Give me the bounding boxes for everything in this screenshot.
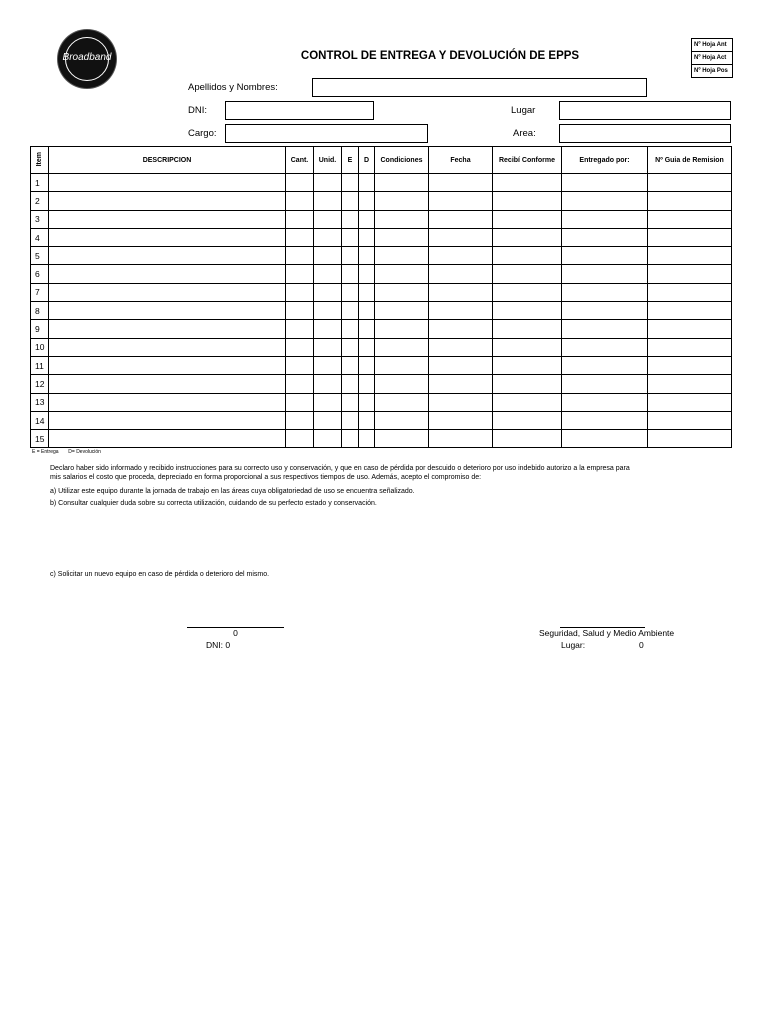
table-cell[interactable]: [49, 174, 286, 192]
table-cell[interactable]: [49, 375, 286, 393]
table-cell[interactable]: [562, 228, 648, 246]
table-cell[interactable]: [375, 393, 429, 411]
table-cell[interactable]: [314, 247, 342, 265]
sheet-prev: Nº Hoja Ant: [692, 39, 732, 52]
table-cell[interactable]: [286, 283, 314, 301]
table-cell[interactable]: [286, 174, 314, 192]
table-cell[interactable]: [286, 338, 314, 356]
table-cell[interactable]: [286, 247, 314, 265]
table-cell[interactable]: [342, 430, 359, 448]
col-recibi: Recibí Conforme: [493, 147, 562, 174]
row-number: 6: [31, 265, 49, 283]
area-label: Area:: [513, 128, 536, 139]
table-cell[interactable]: [314, 430, 342, 448]
table-cell[interactable]: [342, 283, 359, 301]
table-cell[interactable]: [429, 320, 493, 338]
table-cell[interactable]: [493, 393, 562, 411]
table-cell[interactable]: [429, 265, 493, 283]
row-number: 4: [31, 228, 49, 246]
lugar-sign-label: Lugar:: [561, 640, 586, 650]
row-number: 11: [31, 356, 49, 374]
table-cell[interactable]: [49, 393, 286, 411]
table-cell[interactable]: [429, 302, 493, 320]
table-cell[interactable]: [493, 283, 562, 301]
declaration-line-2: mis salarios el costo que proceda, depreciado en forma proporcional a sus respectivos tiempos de uso. Además, acepto el compromiso de:: [50, 474, 482, 481]
table-cell[interactable]: [375, 302, 429, 320]
table-cell[interactable]: [314, 283, 342, 301]
table-cell[interactable]: [648, 356, 732, 374]
table-cell[interactable]: [314, 210, 342, 228]
table-cell[interactable]: [648, 375, 732, 393]
table-cell[interactable]: [314, 356, 342, 374]
table-cell[interactable]: [429, 174, 493, 192]
table-cell[interactable]: [49, 411, 286, 429]
col-fecha: Fecha: [429, 147, 493, 174]
table-cell[interactable]: [314, 320, 342, 338]
row-number: 1: [31, 174, 49, 192]
table-cell[interactable]: [375, 375, 429, 393]
table-cell[interactable]: [562, 356, 648, 374]
table-cell[interactable]: [286, 430, 314, 448]
ssma-title: Seguridad, Salud y Medio Ambiente: [539, 628, 675, 638]
sheet-current: Nº Hoja Act: [692, 52, 732, 65]
table-cell[interactable]: [429, 430, 493, 448]
table-cell[interactable]: [359, 411, 375, 429]
table-cell[interactable]: [562, 375, 648, 393]
table-row: [31, 411, 732, 429]
table-cell[interactable]: [562, 302, 648, 320]
table-cell[interactable]: [286, 393, 314, 411]
epps-table: [30, 146, 732, 448]
table-cell[interactable]: [493, 430, 562, 448]
table-cell[interactable]: [359, 228, 375, 246]
table-cell[interactable]: [49, 338, 286, 356]
table-cell[interactable]: [493, 356, 562, 374]
table-cell[interactable]: [375, 228, 429, 246]
table-row: [31, 228, 732, 246]
declaration-line-1: Declaro haber sido informado y recibido instrucciones para su correcto uso y conservación, y que en caso de pérdida por descuido o deterioro por uso indebido autorizo a la empresa para: [50, 465, 630, 472]
table-cell[interactable]: [648, 174, 732, 192]
table-cell[interactable]: [429, 247, 493, 265]
table-cell[interactable]: [493, 338, 562, 356]
table-cell[interactable]: [562, 320, 648, 338]
col-cant: Cant.: [286, 147, 314, 174]
table-cell[interactable]: [562, 210, 648, 228]
table-cell[interactable]: [562, 247, 648, 265]
legend-entrega: E = Entrega: [32, 449, 59, 455]
table-cell[interactable]: [359, 192, 375, 210]
col-entregado: Entregado por:: [562, 147, 648, 174]
table-cell[interactable]: [314, 265, 342, 283]
table-cell[interactable]: [342, 338, 359, 356]
col-guia: Nº Guia de Remision: [648, 147, 732, 174]
legend-devolucion: D= Devolución: [68, 449, 101, 455]
table-cell[interactable]: [648, 228, 732, 246]
table-cell[interactable]: [375, 338, 429, 356]
table-cell[interactable]: [429, 375, 493, 393]
table-cell[interactable]: [359, 338, 375, 356]
table-cell[interactable]: [314, 393, 342, 411]
table-cell[interactable]: [49, 283, 286, 301]
table-row: [31, 393, 732, 411]
sheet-next: Nº Hoja Pos: [694, 68, 728, 74]
table-cell[interactable]: [49, 210, 286, 228]
table-cell[interactable]: [375, 174, 429, 192]
table-cell[interactable]: [49, 228, 286, 246]
table-cell[interactable]: [429, 338, 493, 356]
table-cell[interactable]: [562, 338, 648, 356]
table-cell[interactable]: [493, 210, 562, 228]
row-number: 10: [31, 338, 49, 356]
table-cell[interactable]: [493, 375, 562, 393]
table-row: [31, 302, 732, 320]
table-cell[interactable]: [429, 393, 493, 411]
area-field[interactable]: [559, 124, 731, 143]
table-cell[interactable]: [648, 411, 732, 429]
table-row: [31, 356, 732, 374]
table-cell[interactable]: [493, 302, 562, 320]
table-cell[interactable]: [429, 210, 493, 228]
table-row: [31, 430, 732, 448]
table-cell[interactable]: [648, 210, 732, 228]
table-cell[interactable]: [286, 375, 314, 393]
table-cell[interactable]: [375, 247, 429, 265]
lugar-label: Lugar: [511, 105, 536, 116]
table-cell[interactable]: [314, 302, 342, 320]
row-number: 13: [31, 393, 49, 411]
table-cell[interactable]: [648, 265, 732, 283]
table-cell[interactable]: [286, 302, 314, 320]
cargo-field[interactable]: [225, 124, 428, 143]
table-cell[interactable]: [375, 283, 429, 301]
declaration-item-a: a) Utilizar este equipo durante la jornada de trabajo en las áreas cuya obligatoriedad de uso se encuentra señalizado.: [50, 488, 415, 495]
table-cell[interactable]: [286, 265, 314, 283]
table-cell[interactable]: [648, 192, 732, 210]
table-cell[interactable]: [359, 265, 375, 283]
row-number: 8: [31, 302, 49, 320]
table-cell[interactable]: [49, 430, 286, 448]
table-cell[interactable]: [648, 393, 732, 411]
table-cell[interactable]: [429, 192, 493, 210]
row-number: 3: [31, 210, 49, 228]
table-cell[interactable]: [359, 302, 375, 320]
table-cell[interactable]: [342, 210, 359, 228]
table-cell[interactable]: [493, 192, 562, 210]
table-cell[interactable]: [342, 302, 359, 320]
table-cell[interactable]: [359, 210, 375, 228]
table-cell[interactable]: [314, 174, 342, 192]
table-cell[interactable]: [493, 411, 562, 429]
table-cell[interactable]: [342, 356, 359, 374]
table-cell[interactable]: [493, 265, 562, 283]
table-cell[interactable]: [342, 247, 359, 265]
table-cell[interactable]: [429, 411, 493, 429]
row-number: 14: [31, 411, 49, 429]
table-cell[interactable]: [342, 174, 359, 192]
declaration-item-b: b) Consultar cualquier duda sobre su correcta utilización, cuidando de su perfecto estado y conservación.: [50, 500, 377, 507]
table-cell[interactable]: [342, 320, 359, 338]
apellidos-label: Apellidos y Nombres:: [188, 82, 278, 93]
table-cell[interactable]: [562, 283, 648, 301]
table-cell[interactable]: [342, 411, 359, 429]
table-cell[interactable]: [49, 302, 286, 320]
table-cell[interactable]: [314, 338, 342, 356]
cargo-label: Cargo:: [188, 128, 217, 139]
table-cell[interactable]: [493, 247, 562, 265]
table-cell[interactable]: [375, 356, 429, 374]
table-cell[interactable]: [562, 393, 648, 411]
table-cell[interactable]: [648, 283, 732, 301]
table-cell[interactable]: [493, 174, 562, 192]
table-cell[interactable]: [359, 375, 375, 393]
table-cell[interactable]: [648, 320, 732, 338]
table-cell[interactable]: [493, 320, 562, 338]
table-cell[interactable]: [429, 228, 493, 246]
table-cell[interactable]: [359, 247, 375, 265]
row-number: 12: [31, 375, 49, 393]
table-cell[interactable]: [286, 228, 314, 246]
row-number: 2: [31, 192, 49, 210]
table-cell[interactable]: [375, 320, 429, 338]
signature-dni: DNI: 0: [206, 640, 231, 650]
table-row: [31, 210, 732, 228]
table-row: [31, 174, 732, 192]
table-cell[interactable]: [359, 320, 375, 338]
table-cell[interactable]: [375, 430, 429, 448]
table-cell[interactable]: [562, 192, 648, 210]
table-cell[interactable]: [342, 265, 359, 283]
table-cell[interactable]: [562, 411, 648, 429]
table-cell[interactable]: [342, 192, 359, 210]
table-cell[interactable]: [286, 320, 314, 338]
table-cell[interactable]: [314, 411, 342, 429]
col-unid: Unid.: [314, 147, 342, 174]
table-cell[interactable]: [342, 375, 359, 393]
sheet-number-box: [691, 38, 733, 78]
table-cell[interactable]: [49, 320, 286, 338]
table-cell[interactable]: [359, 356, 375, 374]
table-cell[interactable]: [562, 265, 648, 283]
table-cell[interactable]: [314, 228, 342, 246]
table-cell[interactable]: [49, 192, 286, 210]
table-row: [31, 320, 732, 338]
table-cell[interactable]: [286, 210, 314, 228]
col-item: Item: [31, 147, 49, 174]
table-row: [31, 265, 732, 283]
table-cell[interactable]: [342, 228, 359, 246]
table-cell[interactable]: [375, 210, 429, 228]
table-cell[interactable]: [648, 338, 732, 356]
col-d: D: [359, 147, 375, 174]
table-cell[interactable]: [359, 174, 375, 192]
table-cell[interactable]: [359, 283, 375, 301]
table-cell[interactable]: [648, 430, 732, 448]
row-number: 5: [31, 247, 49, 265]
table-cell[interactable]: [375, 411, 429, 429]
page-title: CONTROL DE ENTREGA Y DEVOLUCIÓN DE EPPS: [300, 50, 580, 62]
table-cell[interactable]: [359, 430, 375, 448]
row-number: 15: [31, 430, 49, 448]
declaration-item-c: c) Solicitar un nuevo equipo en caso de pérdida o deterioro del mismo.: [50, 571, 270, 578]
table-row: [31, 375, 732, 393]
table-cell[interactable]: [375, 192, 429, 210]
lugar-field[interactable]: [559, 101, 731, 120]
table-cell[interactable]: [342, 393, 359, 411]
logo-text: Broadband: [62, 52, 112, 63]
table-cell[interactable]: [286, 411, 314, 429]
table-cell[interactable]: [286, 356, 314, 374]
lugar-sign-value: 0: [639, 640, 644, 650]
table-cell[interactable]: [49, 356, 286, 374]
table-row: [31, 247, 732, 265]
col-condiciones: Condiciones: [375, 147, 429, 174]
table-cell[interactable]: [375, 265, 429, 283]
table-cell[interactable]: [286, 192, 314, 210]
table-row: [31, 283, 732, 301]
col-e: E: [342, 147, 359, 174]
table-cell[interactable]: [49, 265, 286, 283]
table-cell[interactable]: [49, 247, 286, 265]
table-row: [31, 338, 732, 356]
company-logo: [58, 30, 116, 88]
apellidos-field[interactable]: [312, 78, 647, 97]
legend: [32, 449, 101, 455]
table-cell[interactable]: [493, 228, 562, 246]
col-descripcion: DESCRIPCION: [49, 147, 286, 174]
table-cell[interactable]: [429, 283, 493, 301]
dni-field[interactable]: [225, 101, 374, 120]
table-cell[interactable]: [314, 375, 342, 393]
table-cell[interactable]: [562, 430, 648, 448]
row-number: 9: [31, 320, 49, 338]
table-cell[interactable]: [429, 356, 493, 374]
table-header-row: [31, 147, 732, 174]
signature-name: 0: [233, 628, 238, 638]
table-cell[interactable]: [314, 192, 342, 210]
table-cell[interactable]: [562, 174, 648, 192]
table-cell[interactable]: [648, 247, 732, 265]
table-row: [31, 192, 732, 210]
dni-label: DNI:: [188, 105, 207, 116]
table-cell[interactable]: [359, 393, 375, 411]
row-number: 7: [31, 283, 49, 301]
table-cell[interactable]: [648, 302, 732, 320]
